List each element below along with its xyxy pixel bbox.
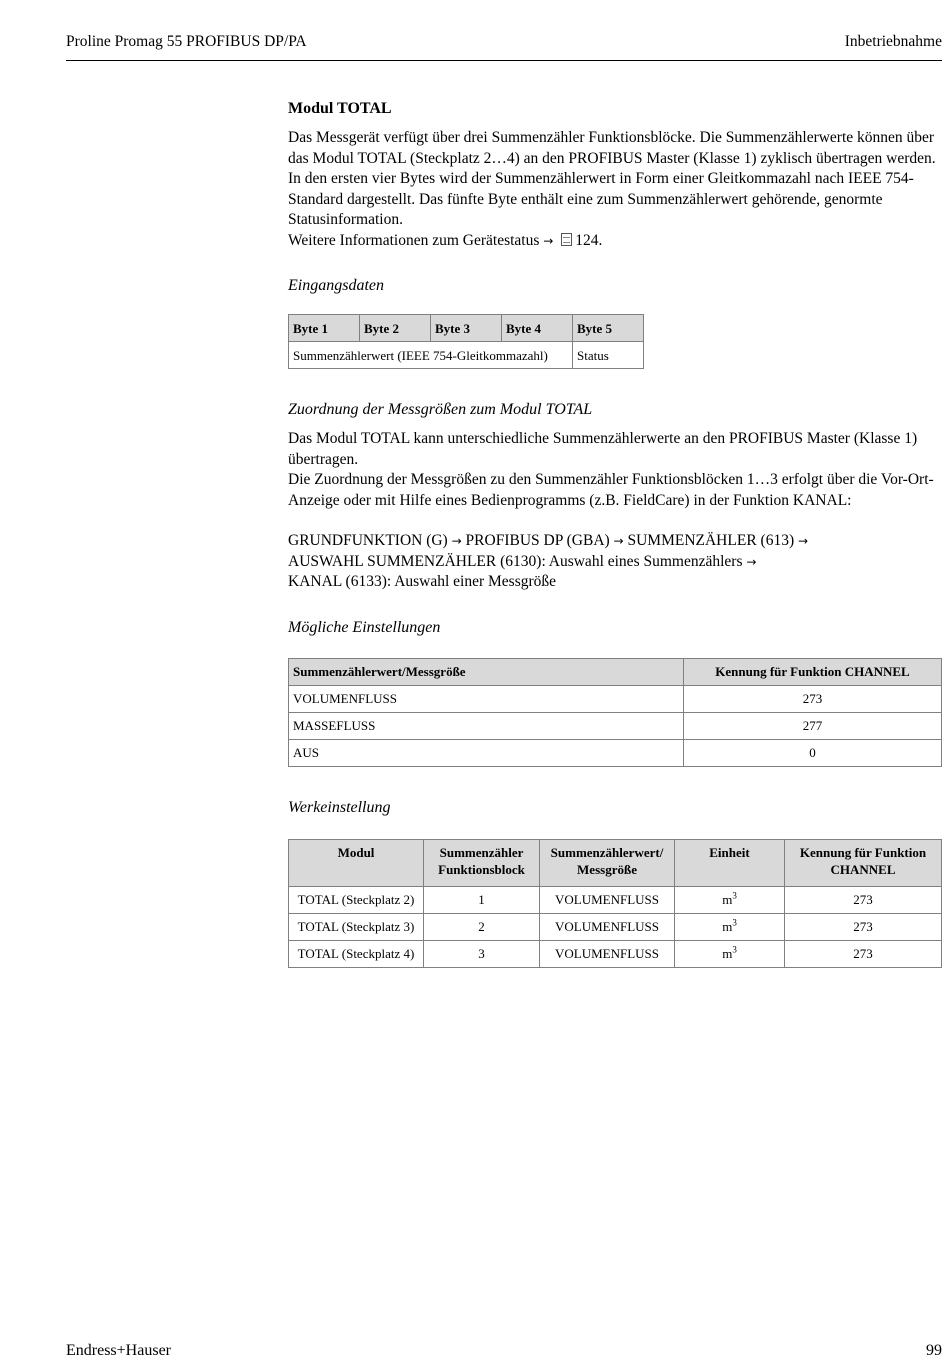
menu-path-auswahl: AUSWAHL SUMMENZÄHLER (6130): Auswahl eines Summenzählers (288, 552, 743, 570)
page-header (66, 32, 942, 61)
arrow-right-icon: → (746, 554, 757, 569)
factory-heading: Werkeinstellung (288, 798, 391, 816)
menu-path-profibus: PROFIBUS DP (GBA) (465, 532, 610, 549)
header-cell-byte-2: Byte 2 (360, 315, 431, 342)
header-cell-byte-4: Byte 4 (502, 315, 573, 342)
header-chapter-title: Inbetriebnahme (844, 33, 942, 50)
header-cell-channel: Kennung für Funktion CHANNEL (684, 658, 942, 685)
channel-id-cell: 273 (785, 886, 942, 913)
header-cell-byte-3: Byte 3 (431, 315, 502, 342)
setting-id-cell: 0 (684, 739, 942, 766)
modul-cell: TOTAL (Steckplatz 2) (289, 886, 424, 913)
modul-cell: TOTAL (Steckplatz 3) (289, 913, 424, 940)
setting-id-cell: 273 (684, 685, 942, 712)
input-data-table (288, 314, 644, 369)
menu-path-line-2 (288, 552, 942, 573)
header-cell-value: Summenzählerwert/ Messgröße (540, 839, 675, 886)
unit-cell: $m^3$ (675, 886, 785, 913)
footer-company: Endress+Hauser (66, 1342, 171, 1359)
assignment-heading: Zuordnung der Messgrößen zum Modul TOTAL (288, 401, 593, 418)
reference-page-link[interactable]: 124. (575, 231, 603, 249)
settings-heading: Mögliche Einstellungen (288, 618, 441, 636)
menu-path-line-1 (288, 531, 942, 552)
intro-reference (288, 231, 942, 252)
header-document-title: Proline Promag 55 PROFIBUS DP/PA (66, 33, 307, 50)
header-cell-byte-5: Byte 5 (573, 315, 644, 342)
setting-id-cell: 277 (684, 712, 942, 739)
settings-table (288, 658, 942, 767)
arrow-right-icon: → (613, 534, 624, 548)
table-row (289, 940, 942, 967)
assignment-line-1: Das Modul TOTAL kann unterschiedliche Summenzählerwerte an den PROFIBUS Master (Klasse 1) übertragen. (288, 430, 918, 468)
setting-name-cell: AUS (289, 739, 684, 766)
table-row (289, 342, 644, 369)
block-cell: 3 (424, 940, 540, 967)
factory-settings-table (288, 839, 942, 968)
header-cell-block: Summenzähler Funktionsblock (424, 839, 540, 886)
channel-id-cell: 273 (785, 940, 942, 967)
arrow-right-icon: → (797, 534, 809, 548)
table-row (289, 739, 942, 766)
block-cell: 1 (424, 886, 540, 913)
menu-path-line-3: KANAL (6133): Auswahl einer Messgröße (288, 573, 557, 590)
value-cell: VOLUMENFLUSS (540, 913, 675, 940)
arrow-right-icon: → (451, 534, 462, 548)
unit-cell: $m^3$ (675, 940, 785, 967)
header-cell-channel: Kennung für Funktion CHANNEL (785, 839, 942, 886)
menu-path-summenzaehler: SUMMENZÄHLER (613) (627, 532, 795, 549)
page-content (288, 98, 942, 968)
table-header-row (289, 839, 942, 886)
table-header-row (289, 658, 942, 685)
unit-cell: $m^3$ (675, 913, 785, 940)
setting-name-cell: VOLUMENFLUSS (289, 685, 684, 712)
table-header-row (289, 315, 644, 342)
arrow-right-icon: → (543, 233, 554, 248)
setting-name-cell: MASSEFLUSS (289, 712, 684, 739)
input-data-heading: Eingangsdaten (288, 277, 384, 294)
value-cell: VOLUMENFLUSS (540, 886, 675, 913)
block-cell: 2 (424, 913, 540, 940)
header-cell-value: Summenzählerwert/Messgröße (289, 658, 684, 685)
reference-text: Weitere Informationen zum Gerätestatus (288, 231, 540, 249)
value-cell: Summenzählerwert (IEEE 754-Gleitkommazahl) (289, 342, 573, 369)
table-row (289, 712, 942, 739)
value-cell: VOLUMENFLUSS (540, 940, 675, 967)
section-title: Modul TOTAL (288, 100, 392, 117)
header-cell-byte-1: Byte 1 (289, 315, 360, 342)
page-number: 99 (926, 1342, 942, 1359)
status-cell: Status (573, 342, 644, 369)
intro-paragraph: Das Messgerät verfügt über drei Summenzähler Funktionsblöcke. Die Summenzählerwerte können über das Modul TOTAL (Steckplatz 2…4) an den PROFIBUS Master (Klasse 1) zyklisch übertragen werden. In den ersten vier Bytes wird der Summenzählerwert in Form einer Gleitkommazahl nach IEEE 754-Standard dargestellt. Das fünfte Byte enthält eine zum Summenzählerwert gehörende, genormte Statusinformation. (288, 129, 936, 228)
menu-path-grundfunktion: GRUNDFUNKTION (G) (288, 532, 448, 549)
modul-cell: TOTAL (Steckplatz 4) (289, 940, 424, 967)
header-cell-unit: Einheit (675, 839, 785, 886)
assignment-line-2: Die Zuordnung der Messgrößen zu den Summenzähler Funktionsblöcken 1…3 erfolgt über die Vor-Ort-Anzeige oder mit Hilfe eines Bedienprogramms (z.B. FieldCare) in der Funktion KANAL: (288, 471, 934, 509)
table-row (289, 913, 942, 940)
table-row (289, 886, 942, 913)
page-reference-icon (561, 233, 572, 246)
header-cell-modul: Modul (289, 839, 424, 886)
table-row (289, 685, 942, 712)
channel-id-cell: 273 (785, 913, 942, 940)
